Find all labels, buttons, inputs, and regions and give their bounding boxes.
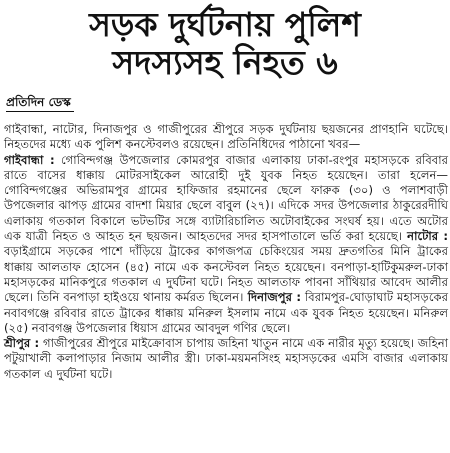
place-dinajpur: দিনাজপুর : xyxy=(243,290,301,305)
text-sreepur: গাজীপুরের শ্রীপুরে মাইক্রোবাস চাপায় জহিনা খাতুন নামে এক নারীর মৃত্যু হয়েছে। জহিনা পটুয়াখালী কলাপাড়ার নিজাম আলীর স্ত্রী। ঢাকা-ময়মনসিংহ মহাসড়কের এমসি বাজার এলাকায় গতকাল এ দুর্ঘটনা ঘটে। xyxy=(4,336,448,381)
place-gaibandha: গাইবান্ধা : xyxy=(4,152,55,167)
text-dinajpur: বিরামপুর-ঘোড়াঘাট মহাসড়কের নবাবগঞ্জে রবিবার রাতে ট্রাকের ধাক্কায় মনিরুল ইসলাম নামে এক যুবক নিহত হয়েছেন। মনিরুল (২৫) নবাবগঞ্জ উপজেলার ধিয়াস গ্রামের আবদুল গণির ছেলে। xyxy=(4,290,448,335)
text-gaibandha: গোবিন্দগঞ্জ উপজেলার কোমরপুর বাজার এলাকায় ঢাকা-রংপুর মহাসড়কে রবিবার রাতে বাসের ধাক্কায় মোটরসাইকেল আরোহী দুই যুবক নিহত হয়েছেন। তারা হলেন— গোবিন্দগঞ্জের অভিরামপুর গ্রামের হাফিজার রহমানের ছেলে ফারুক (৩০) ও পলাশবাড়ী উপজেলার ঝাপড় গ্রামের বাদশা মিয়ার ছেলে বাবুল (২৭)। এদিকে সদর উপজেলার ঠাকুরেরদীঘি এলাকায় গতকাল বিকালে ভটভটির সঙ্গে ব্যাটারিচালিত অটোবাইকের সংঘর্ষ হয়। এতে অটোর এক যাত্রী নিহত ও আহত হন ছয়জন। আহতদের সদর হাসপাতালে ভর্তি করা হয়েছে। xyxy=(4,152,448,244)
byline-underline xyxy=(6,111,74,112)
byline: প্রতিদিন ডেস্ক xyxy=(6,95,71,109)
place-sreepur: শ্রীপুর : xyxy=(4,336,40,351)
headline xyxy=(0,6,450,82)
paragraph-sreepur xyxy=(4,336,448,382)
intro-text: গাইবান্ধা, নাটোর, দিনাজপুর ও গাজীপুরের শ্রীপুরে সড়ক দুর্ঘটনায় ছয়জনের প্রাণহানি ঘটেছে। নিহতদের মধ্যে এক পুলিশ কনস্টেবলও রয়েছেন। প্রতিনিধিদের পাঠানো খবর— xyxy=(4,122,448,152)
headline-line-2: সদস্যসহ নিহত ৬ xyxy=(112,43,338,82)
text-natore: বড়াইগ্রামে সড়কের পাশে দাঁড়িয়ে ট্রাকের কাগজপত্র চেকিংয়ের সময় দ্রুতগতির মিনি ট্রাকের ধাক্কায় আলতাফ হোসেন (৪৫) নামে এক কনস্টেবল নিহত হয়েছেন। বনপাড়া-হাটিকুমরুল-ঢাকা মহাসড়কের মানিকপুরে গতকাল এ দুর্ঘটনা ঘটে। নিহত আলতাফ পাবনা সাঁথিয়ার আবেদ আলীর ছেলে। তিনি বনপাড়া হাইওয়ে থানায় কর্মরত ছিলেন। xyxy=(4,244,448,305)
place-natore: নাটোর : xyxy=(402,229,448,244)
paragraph-intro xyxy=(4,122,448,153)
paragraph-regional xyxy=(4,153,448,337)
headline-line-1: সড়ক দুর্ঘটনায় পুলিশ xyxy=(89,5,361,44)
article-body xyxy=(4,122,448,382)
